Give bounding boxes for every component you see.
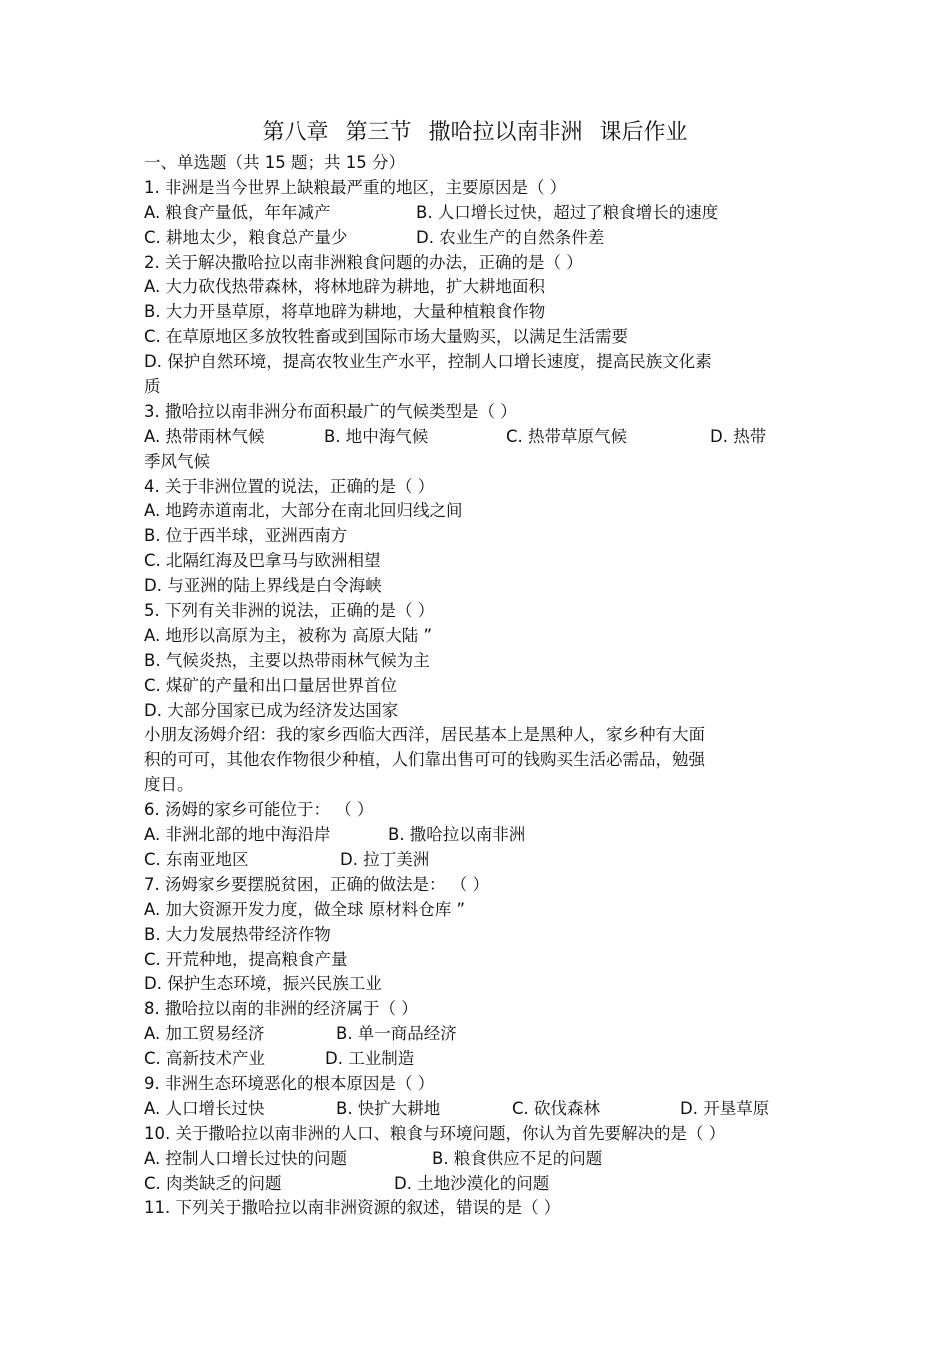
text-line [144, 1172, 834, 1197]
text-line [144, 948, 834, 973]
text-line [144, 997, 834, 1022]
text-line [144, 823, 834, 848]
option-text: D. 农业生产的自然条件差 [416, 227, 605, 247]
option-text: B. 地中海气候 [324, 426, 429, 446]
line-text: A. 地形以高原为主，被称为 高原大陆 ” [144, 625, 433, 645]
option-text: D. 热带 [710, 426, 767, 446]
line-text: 5. 下列有关非洲的说法，正确的是（ ） [144, 601, 435, 621]
line-text: A. 地跨赤道南北，大部分在南北回归线之间 [144, 501, 463, 521]
option-text: A. 热带雨林气候 [144, 426, 265, 446]
option-text: C. 耕地太少，粮食总产量少 [144, 227, 348, 247]
line-text: B. 大力开垦草原，将草地辟为耕地，大量种植粮食作物 [144, 302, 546, 322]
text-line [144, 275, 834, 300]
line-text: 度日。 [144, 775, 194, 795]
text-line [144, 1122, 834, 1147]
text-line [144, 300, 834, 325]
line-text: D. 与亚洲的陆上界线是白令海峡 [144, 576, 382, 596]
text-line [144, 400, 834, 425]
line-text: D. 大部分国家已成为经济发达国家 [144, 700, 399, 720]
line-text: 6. 汤姆的家乡可能位于： （ ） [144, 800, 374, 820]
line-text: A. 加大资源开发力度，做全球 原材料仓库 ” [144, 899, 466, 919]
text-line [144, 425, 834, 450]
option-text: C. 东南亚地区 [144, 849, 249, 869]
text-line [144, 325, 834, 350]
text-line [144, 624, 834, 649]
option-text: A. 控制人口增长过快的问题 [144, 1148, 347, 1168]
text-line [144, 201, 834, 226]
line-text: 质 [144, 377, 161, 397]
option-text: A. 非洲北部的地中海沿岸 [144, 825, 331, 845]
text-line [144, 375, 834, 400]
text-line [144, 972, 834, 997]
text-line [144, 151, 834, 176]
text-line [144, 723, 834, 748]
line-text: 7. 汤姆家乡要摆脱贫困，正确的做法是： （ ） [144, 874, 489, 894]
text-line [144, 499, 834, 524]
option-text: B. 快扩大耕地 [336, 1098, 441, 1118]
text-line [144, 873, 834, 898]
text-line [144, 176, 834, 201]
line-text: C. 在草原地区多放牧牲畜或到国际市场大量购买，以满足生活需要 [144, 327, 629, 347]
option-text: A. 粮食产量低，年年减产 [144, 202, 331, 222]
text-line [144, 674, 834, 699]
text-line [144, 773, 834, 798]
option-text: B. 人口增长过快，超过了粮食增长的速度 [416, 202, 719, 222]
line-text: C. 北隔红海及巴拿马与欧洲相望 [144, 551, 381, 571]
text-line [144, 1097, 834, 1122]
text-line [144, 748, 834, 773]
line-text: 9. 非洲生态环境恶化的根本原因是（ ） [144, 1073, 435, 1093]
document-body [144, 151, 834, 1221]
option-text: C. 砍伐森林 [512, 1098, 601, 1118]
text-line [144, 1022, 834, 1047]
line-text: 季风气候 [144, 451, 210, 471]
option-text: B. 撒哈拉以南非洲 [388, 825, 526, 845]
text-line [144, 226, 834, 251]
line-text: B. 大力发展热带经济作物 [144, 924, 331, 944]
line-text: 8. 撒哈拉以南的非洲的经济属于（ ） [144, 999, 418, 1019]
line-text: C. 开荒种地，提高粮食产量 [144, 949, 348, 969]
line-text: D. 保护自然环境，提高农牧业生产水平，控制人口增长速度，提高民族文化素 [144, 352, 712, 372]
line-text: 10. 关于撒哈拉以南非洲的人口、粮食与环境问题，你认为首先要解决的是（ ） [144, 1123, 726, 1143]
line-text: 1. 非洲是当今世界上缺粮最严重的地区，主要原因是（ ） [144, 177, 567, 197]
option-text: C. 热带草原气候 [506, 426, 628, 446]
text-line [144, 923, 834, 948]
line-text: A. 大力砍伐热带森林，将林地辟为耕地，扩大耕地面积 [144, 277, 545, 297]
option-text: C. 高新技术产业 [144, 1049, 266, 1069]
text-line [144, 699, 834, 724]
line-text: 3. 撒哈拉以南非洲分布面积最广的气候类型是（ ） [144, 401, 517, 421]
line-text: 4. 关于非洲位置的说法，正确的是（ ） [144, 476, 435, 496]
text-line [144, 798, 834, 823]
text-line [144, 450, 834, 475]
text-line [144, 251, 834, 276]
line-text: 2. 关于解决撒哈拉以南非洲粮食问题的办法，正确的是（ ） [144, 252, 583, 272]
text-line [144, 848, 834, 873]
line-text: C. 煤矿的产量和出口量居世界首位 [144, 675, 398, 695]
option-text: B. 粮食供应不足的问题 [432, 1148, 603, 1168]
text-line [144, 1196, 834, 1221]
text-line [144, 574, 834, 599]
line-text: B. 位于西半球，亚洲西南方 [144, 526, 348, 546]
option-text: D. 拉丁美洲 [340, 849, 430, 869]
line-text: 小朋友汤姆介绍：我的家乡西临大西洋，居民基本上是黑种人，家乡种有大面 [144, 725, 705, 745]
option-text: C. 肉类缺乏的问题 [144, 1173, 282, 1193]
text-line [144, 524, 834, 549]
option-text: A. 人口增长过快 [144, 1098, 265, 1118]
option-text: D. 土地沙漠化的问题 [394, 1173, 550, 1193]
text-line [144, 898, 834, 923]
option-text: D. 工业制造 [325, 1049, 415, 1069]
text-line [144, 549, 834, 574]
text-line [144, 1147, 834, 1172]
line-text: 积的可可，其他农作物很少种植，人们靠出售可可的钱购买生活必需品，勉强 [144, 750, 705, 770]
text-line [144, 1047, 834, 1072]
line-text: 11. 下列关于撒哈拉以南非洲资源的叙述，错误的是（ ） [144, 1198, 561, 1218]
text-line [144, 599, 834, 624]
page-title: 第八章 第三节 撒哈拉以南非洲 课后作业 [262, 120, 688, 145]
line-text: B. 气候炎热，主要以热带雨林气候为主 [144, 650, 430, 670]
option-text: B. 单一商品经济 [336, 1024, 457, 1044]
line-text: 一、单选题（共 15 题；共 15 分） [144, 153, 405, 172]
option-text: A. 加工贸易经济 [144, 1024, 265, 1044]
text-line [144, 649, 834, 674]
text-line [144, 350, 834, 375]
option-text: D. 开垦草原 [680, 1098, 770, 1118]
text-line [144, 1072, 834, 1097]
line-text: D. 保护生态环境，振兴民族工业 [144, 974, 382, 994]
text-line [144, 475, 834, 500]
